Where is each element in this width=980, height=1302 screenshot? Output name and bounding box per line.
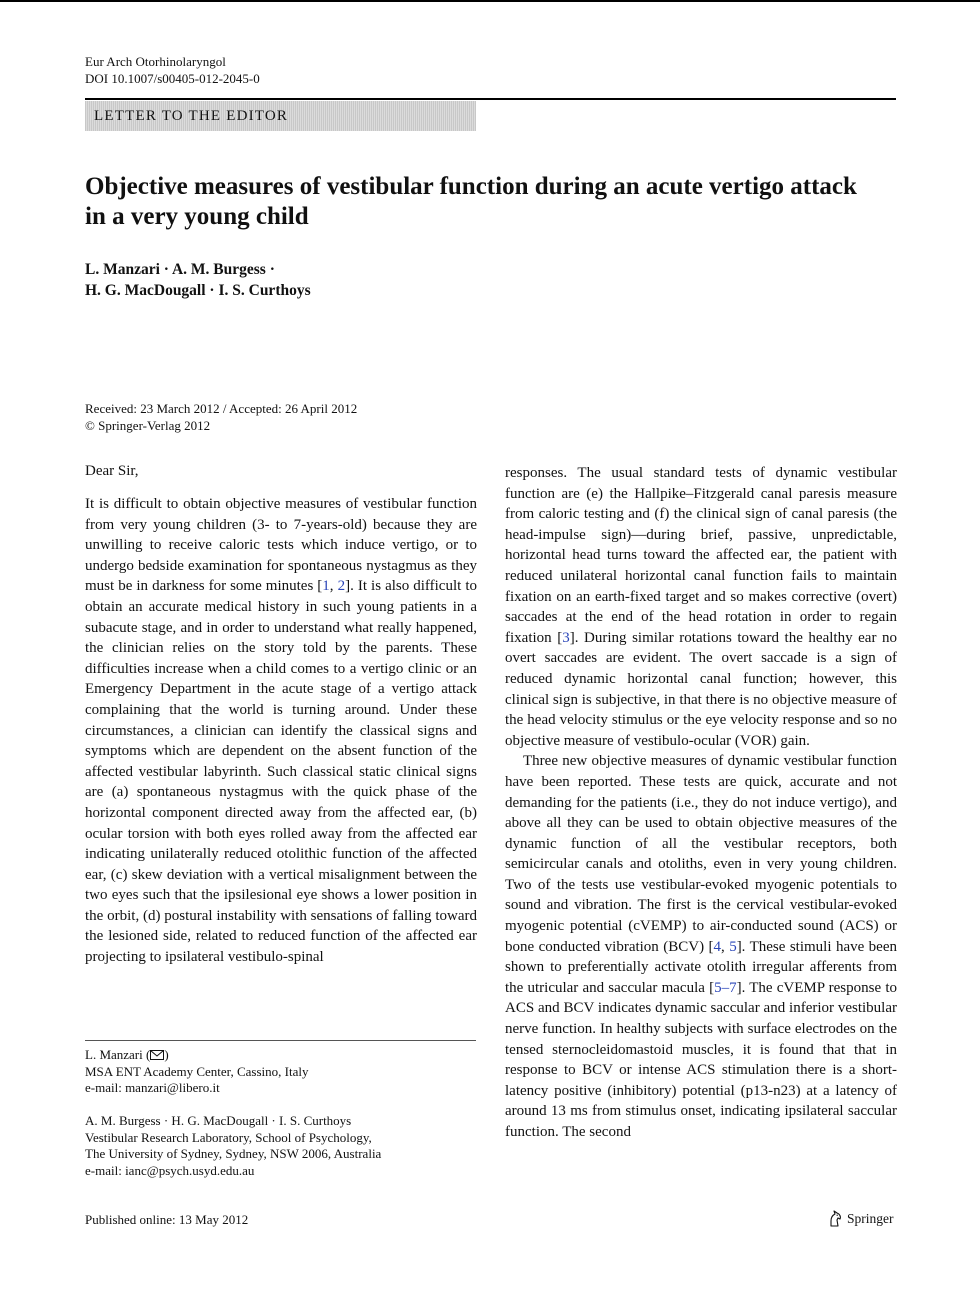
affiliation: MSA ENT Academy Center, Cassino, Italy	[85, 1063, 309, 1079]
article-title: Objective measures of vestibular function during an acute vertigo attack in a very young child	[85, 173, 857, 230]
authors-line-1: L. Manzari · A. M. Burgess ·	[85, 261, 275, 278]
salutation: Dear Sir,	[85, 463, 139, 479]
journal-header	[85, 53, 260, 87]
body-column-right	[505, 463, 897, 1143]
author-name: L. Manzari (	[85, 1047, 151, 1062]
top-border	[0, 0, 980, 2]
publisher-logo	[828, 1210, 894, 1227]
author-names: A. M. Burgess · H. G. MacDougall · I. S. Curthoys	[85, 1113, 352, 1128]
citation-link[interactable]: 4	[713, 938, 721, 955]
citation-link[interactable]: 5	[729, 938, 737, 955]
affiliation: Vestibular Research Laboratory, School of Psychology,	[85, 1129, 372, 1145]
doi[interactable]: DOI 10.1007/s00405-012-2045-0	[85, 71, 260, 86]
article-dates	[85, 400, 357, 434]
springer-horse-icon	[828, 1210, 843, 1227]
received-accepted: Received: 23 March 2012 / Accepted: 26 April 2012	[85, 401, 358, 416]
copyright: © Springer-Verlag 2012	[85, 418, 211, 433]
paragraph: responses. The usual standard tests of dynamic vestibular function are (e) the Hallpike–Fitzgerald canal paresis measure from caloric testing and (f) the clinical sign of canal paresis (the head-impulse sign)—during brief, passive, unpredictable, horizontal head turns toward the affected ear, the patient with reduced unilateral horizontal canal function fails to maintain fixation on an earth-fixed target and so makes corrective (overt) saccades at the end of the head rotation in order to regain fixation [3]. During similar rotations toward the healthy ear no overt saccades are evident. The overt saccade is a sign of reduced dynamic horizontal canal function; however, this clinical sign is subjective, in that there is no objective measure of the head velocity stimulus or the eye velocity response and so no objective measure of vestibulo-ocular (VOR) gain.	[505, 465, 897, 749]
email[interactable]: e-mail: ianc@psych.usyd.edu.au	[85, 1162, 255, 1178]
footnote-corresponding-author: L. Manzari ( ) MSA ENT Academy Center, Cassino, Italy e-mail: manzari@libero.it	[85, 1047, 309, 1095]
author-list	[85, 259, 311, 301]
body-column-left	[85, 494, 477, 968]
authors-line-2: H. G. MacDougall · I. S. Curthoys	[85, 282, 311, 299]
header-rule	[85, 98, 896, 100]
affiliation: The University of Sydney, Sydney, NSW 2006, Australia	[85, 1146, 382, 1161]
section-banner: LETTER TO THE EDITOR	[85, 101, 476, 131]
footnote-coauthors	[85, 1113, 381, 1179]
paragraph: Three new objective measures of dynamic vestibular function have been reported. These tests are quick, accurate and not demanding for the patients (i.e., they do not induce vertigo), and above all they can be used to obtain objective measures of the dynamic function of all the vestibular receptors, both semicircular canals and otoliths, even in very young children. Two of the tests use vestibular-evoked myogenic potentials to sound and vibration. The first is the cervical vestibular-evoked myogenic potential (cVEMP) to air-conducted sound (ACS) or bone conducted vibration (BCV) [4, 5]. These stimuli have been shown to preferentially activate otolith irregular afferents from the utricular and saccular macula [5–7]. The cVEMP response to ACS and BCV indicates dynamic saccular and inferior vestibular nerve function. In healthy subjects with surface electrodes on the tensed sternocleidomastoid muscles, it is found that that in response to BCV or intense ACS stimulation there is a short-latency positive (inhibitory) potential (p13-n23) at a latency of around 13 ms from stimulus onset, indicating ipsilateral saccular function. The second	[505, 753, 897, 1140]
citation-link[interactable]: 3	[562, 629, 570, 646]
envelope-icon	[150, 1050, 164, 1060]
email[interactable]: e-mail: manzari@libero.it	[85, 1080, 220, 1095]
journal-name: Eur Arch Otorhinolaryngol	[85, 54, 226, 69]
footnote-rule	[85, 1040, 476, 1041]
published-online: Published online: 13 May 2012	[85, 1212, 249, 1227]
citation-link[interactable]: 5–7	[714, 979, 737, 996]
citation-link[interactable]: 2	[337, 578, 346, 595]
publisher-name: Springer	[847, 1210, 894, 1226]
citation-link[interactable]: 1	[322, 578, 330, 595]
paragraph: It is difficult to obtain objective measures of vestibular function from very young children (3- to 7-years-old) because they are unwilling to receive caloric tests which induce vertigo, or to undergo bedside examination for spontaneous nystagmus as they must be in darkness for some minutes [1, 2]. It is also difficult to obtain an accurate medical history in such young patients in a subacute stage, and in order to understand what really happened, the clinician relies on the story told by the parents. These difficulties increase when a child comes to a vertigo clinic or an Emergency Department in the acute stage of a vertigo attack complaining that the world is turning around. Under these circumstances, a clinician can identify the classical signs and symptoms which are dependent on the absent function of the affected vestibular labyrinth. Such classical static clinical signs are (a) spontaneous nystagmus with the quick phase of the horizontal component directed away from the affected ear, (b) ocular torsion with both eyes rolled away from the affected ear indicating unilaterally reduced otolithic function of the affected ear, (c) skew deviation with a vertical misalignment between the two eyes such that the ipsilesional eye shows a lower position in the orbit, (d) postural instability with sensations of falling toward the lesioned side, related to reduced function of the affected ear projecting to ipsilateral vestibulo-spinal	[85, 496, 477, 966]
